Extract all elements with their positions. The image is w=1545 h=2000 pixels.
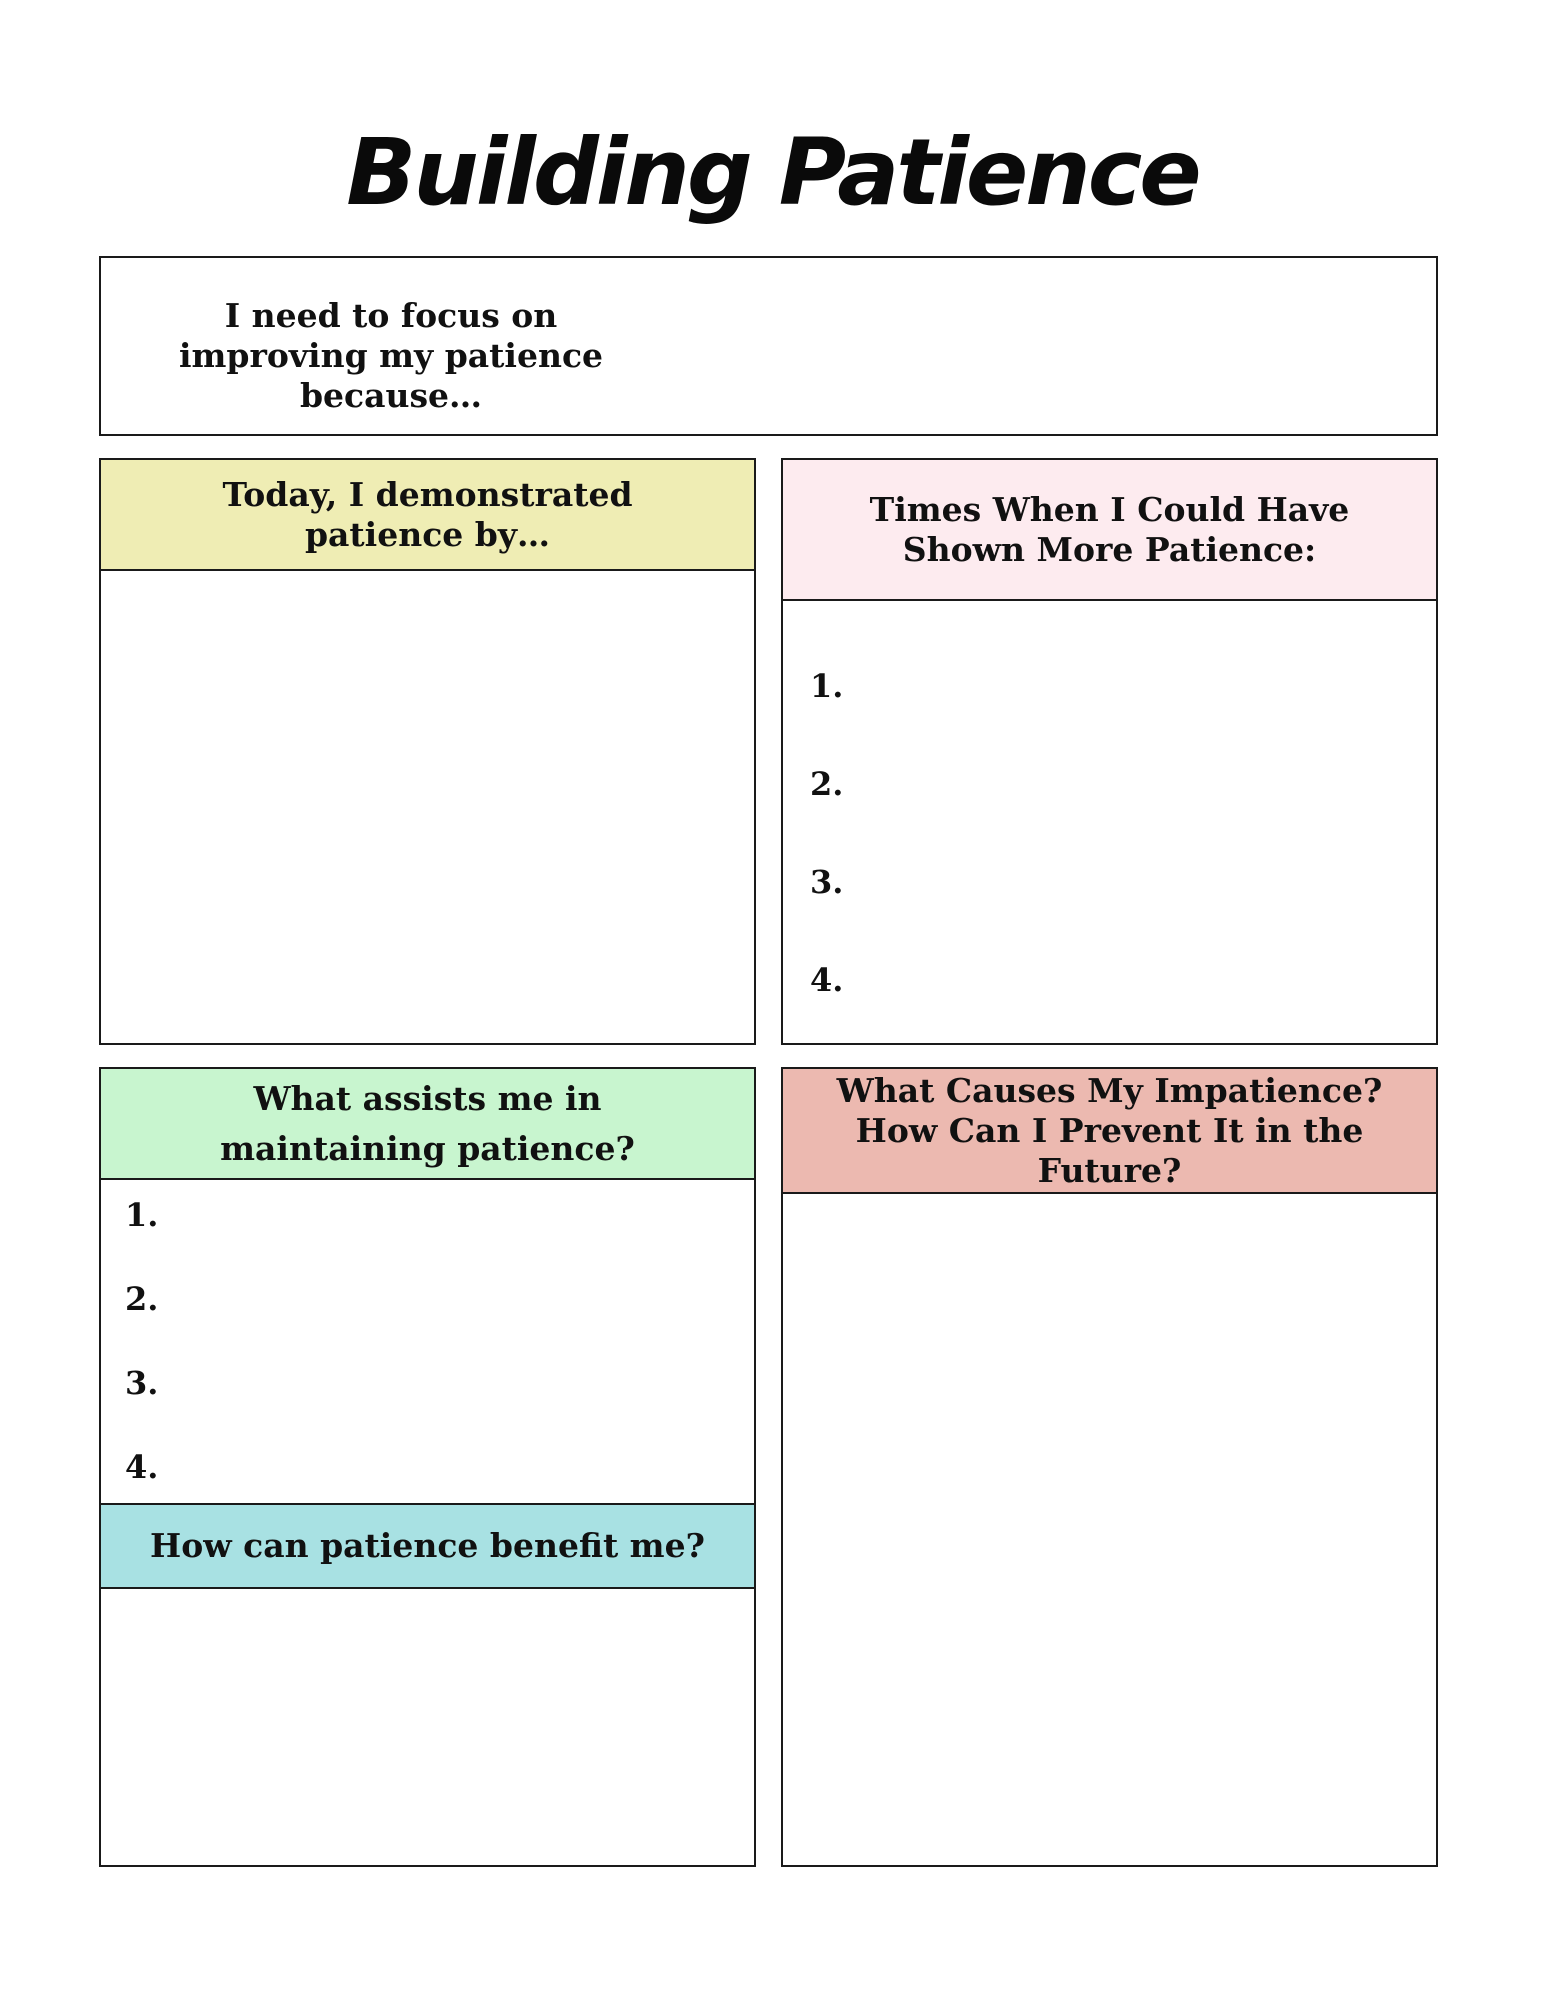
causes-heading [783, 1069, 1436, 1194]
assists-item-1: 1. [125, 1196, 159, 1234]
times-item-4: 4. [810, 961, 844, 999]
causes-heading-text: What Causes My Impatience? How Can I Prevent It in the Future? [836, 1070, 1383, 1190]
assists-box[interactable] [99, 1067, 756, 1867]
times-item-2: 2. [810, 765, 844, 803]
page-title: Building Patience [346, 119, 1199, 226]
demonstrated-box[interactable] [99, 458, 756, 1045]
times-box[interactable] [781, 458, 1438, 1045]
benefit-heading-text: How can patience benefit me? [150, 1526, 705, 1565]
causes-box[interactable] [781, 1067, 1438, 1867]
times-item-3: 3. [810, 863, 844, 901]
times-heading-text: Times When I Could Have Shown More Patience: [869, 489, 1350, 569]
assists-item-3: 3. [125, 1364, 159, 1402]
intro-prompt: I need to focus on improving my patience because… [178, 296, 604, 415]
times-heading [783, 460, 1436, 601]
times-item-1: 1. [810, 667, 844, 705]
assists-heading [101, 1069, 754, 1180]
assists-item-4: 4. [125, 1448, 159, 1486]
demonstrated-heading [101, 460, 754, 571]
intro-box[interactable] [99, 256, 1438, 436]
assists-heading-text: What assists me in maintaining patience? [220, 1078, 635, 1168]
assists-item-2: 2. [125, 1280, 159, 1318]
demonstrated-heading-text: Today, I demonstrated patience by… [222, 474, 633, 554]
benefit-heading [101, 1503, 754, 1589]
